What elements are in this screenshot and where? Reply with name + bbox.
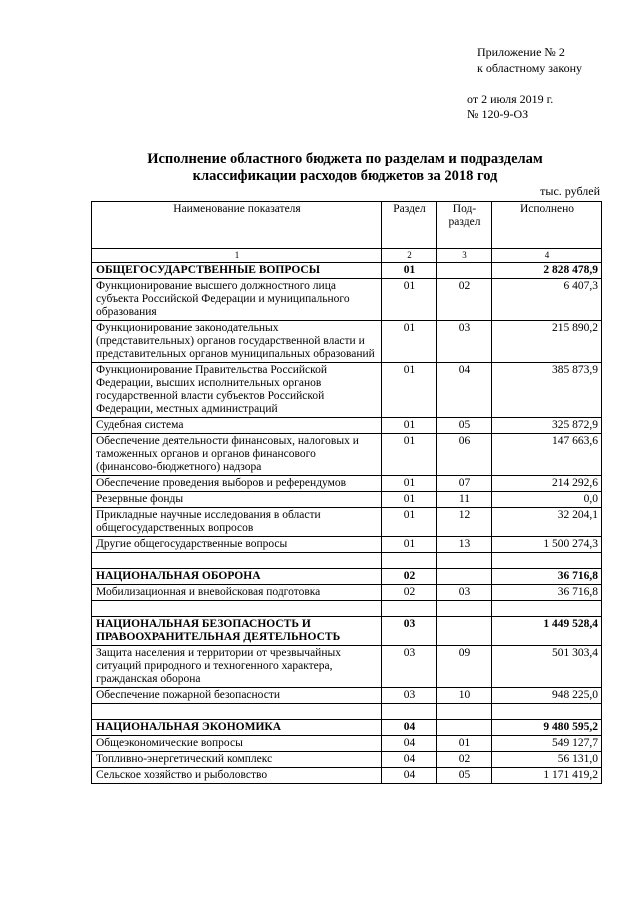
row-subsection-code: 06 xyxy=(437,434,492,476)
table-row xyxy=(92,476,602,492)
row-subsection-code: 02 xyxy=(437,279,492,321)
row-executed-value: 948 225,0 xyxy=(492,688,602,704)
table-row xyxy=(92,279,602,321)
row-subsection-code: 02 xyxy=(437,752,492,768)
appendix-line-2: к областному закону xyxy=(477,61,583,75)
table-spacer-row xyxy=(92,704,602,720)
row-name: ОБЩЕГОСУДАРСТВЕННЫЕ ВОПРОСЫ xyxy=(92,263,382,279)
row-executed-value: 56 131,0 xyxy=(492,752,602,768)
table-spacer-row xyxy=(92,601,602,617)
row-subsection-code: 10 xyxy=(437,688,492,704)
header-section: Раздел xyxy=(382,202,437,249)
table-row xyxy=(92,363,602,418)
table-spacer-cell xyxy=(92,553,382,569)
row-subsection-code: 09 xyxy=(437,646,492,688)
appendix-line-1: Приложение № 2 xyxy=(477,45,565,59)
row-executed-value: 385 873,9 xyxy=(492,363,602,418)
table-row xyxy=(92,752,602,768)
row-subsection-code xyxy=(437,569,492,585)
column-number: 2 xyxy=(382,249,437,263)
row-subsection-code: 03 xyxy=(437,321,492,363)
row-subsection-code: 01 xyxy=(437,736,492,752)
row-name: Обеспечение деятельности финансовых, налоговых и таможенных органов и органов финансового (финансово-бюджетного) надзора xyxy=(92,434,382,476)
row-executed-value: 2 828 478,9 xyxy=(492,263,602,279)
table-spacer-cell xyxy=(382,553,437,569)
row-subsection-code: 11 xyxy=(437,492,492,508)
law-approval xyxy=(467,92,553,122)
row-name: Мобилизационная и вневойсковая подготовка xyxy=(92,585,382,601)
row-executed-value: 36 716,8 xyxy=(492,585,602,601)
header-subsection: Под-раздел xyxy=(437,202,492,249)
row-section-code: 01 xyxy=(382,492,437,508)
row-executed-value: 9 480 595,2 xyxy=(492,720,602,736)
column-number: 3 xyxy=(437,249,492,263)
row-subsection-code: 12 xyxy=(437,508,492,537)
row-name: Другие общегосударственные вопросы xyxy=(92,537,382,553)
table-row xyxy=(92,768,602,784)
row-section-code: 03 xyxy=(382,646,437,688)
row-executed-value: 6 407,3 xyxy=(492,279,602,321)
row-section-code: 01 xyxy=(382,508,437,537)
row-executed-value: 1 171 419,2 xyxy=(492,768,602,784)
units-label: тыс. рублей xyxy=(540,184,600,198)
row-executed-value: 36 716,8 xyxy=(492,569,602,585)
table-row xyxy=(92,321,602,363)
row-name: НАЦИОНАЛЬНАЯ ОБОРОНА xyxy=(92,569,382,585)
row-name: Топливно-энергетический комплекс xyxy=(92,752,382,768)
row-section-code: 04 xyxy=(382,752,437,768)
table-row xyxy=(92,585,602,601)
row-section-code: 01 xyxy=(382,279,437,321)
row-subsection-code xyxy=(437,617,492,646)
column-number: 1 xyxy=(92,249,382,263)
row-executed-value: 0,0 xyxy=(492,492,602,508)
table-row xyxy=(92,418,602,434)
row-section-code: 01 xyxy=(382,363,437,418)
column-number-row xyxy=(92,249,602,263)
row-section-code: 02 xyxy=(382,585,437,601)
title-line-1: Исполнение областного бюджета по разделам и подразделам xyxy=(147,151,543,167)
row-name: Защита населения и территории от чрезвычайных ситуаций природного и техногенного характера, гражданская оборона xyxy=(92,646,382,688)
row-executed-value: 549 127,7 xyxy=(492,736,602,752)
appendix-note xyxy=(477,44,582,76)
row-section-code: 04 xyxy=(382,720,437,736)
table-section-row xyxy=(92,617,602,646)
table-spacer-row xyxy=(92,553,602,569)
row-name: НАЦИОНАЛЬНАЯ БЕЗОПАСНОСТЬ И ПРАВООХРАНИТЕЛЬНАЯ ДЕЯТЕЛЬНОСТЬ xyxy=(92,617,382,646)
row-section-code: 01 xyxy=(382,537,437,553)
table-spacer-cell xyxy=(492,553,602,569)
table-spacer-cell xyxy=(382,601,437,617)
table-spacer-cell xyxy=(492,601,602,617)
row-executed-value: 32 204,1 xyxy=(492,508,602,537)
table-row xyxy=(92,688,602,704)
row-executed-value: 501 303,4 xyxy=(492,646,602,688)
law-date: от 2 июля 2019 г. xyxy=(467,92,554,106)
row-section-code: 01 xyxy=(382,418,437,434)
document-title xyxy=(90,151,600,185)
row-subsection-code: 13 xyxy=(437,537,492,553)
row-executed-value: 215 890,2 xyxy=(492,321,602,363)
row-section-code: 01 xyxy=(382,476,437,492)
row-section-code: 04 xyxy=(382,736,437,752)
row-subsection-code: 05 xyxy=(437,768,492,784)
row-name: Обеспечение проведения выборов и референдумов xyxy=(92,476,382,492)
table-spacer-cell xyxy=(382,704,437,720)
row-section-code: 03 xyxy=(382,688,437,704)
column-number: 4 xyxy=(492,249,602,263)
title-line-2: классификации расходов бюджетов за 2018 год xyxy=(192,168,498,184)
row-executed-value: 147 663,6 xyxy=(492,434,602,476)
row-subsection-code: 05 xyxy=(437,418,492,434)
table-row xyxy=(92,646,602,688)
row-executed-value: 1 449 528,4 xyxy=(492,617,602,646)
table-section-row xyxy=(92,263,602,279)
row-section-code: 04 xyxy=(382,768,437,784)
row-name: Функционирование законодательных (представительных) органов государственной власти и представительных органов муниципальных образований xyxy=(92,321,382,363)
row-name: Функционирование высшего должностного лица субъекта Российской Федерации и муниципального образования xyxy=(92,279,382,321)
row-name: Прикладные научные исследования в области общегосударственных вопросов xyxy=(92,508,382,537)
row-section-code: 01 xyxy=(382,434,437,476)
table-section-row xyxy=(92,720,602,736)
row-executed-value: 1 500 274,3 xyxy=(492,537,602,553)
row-section-code: 02 xyxy=(382,569,437,585)
row-section-code: 01 xyxy=(382,263,437,279)
table-spacer-cell xyxy=(92,704,382,720)
row-executed-value: 214 292,6 xyxy=(492,476,602,492)
header-executed: Исполнено xyxy=(492,202,602,249)
budget-table xyxy=(91,201,602,784)
row-subsection-code xyxy=(437,720,492,736)
table-spacer-cell xyxy=(92,601,382,617)
table-spacer-cell xyxy=(437,704,492,720)
row-section-code: 03 xyxy=(382,617,437,646)
table-spacer-cell xyxy=(437,601,492,617)
row-name: Общеэкономические вопросы xyxy=(92,736,382,752)
header-name: Наименование показателя xyxy=(92,202,382,249)
row-name: НАЦИОНАЛЬНАЯ ЭКОНОМИКА xyxy=(92,720,382,736)
table-spacer-cell xyxy=(437,553,492,569)
row-executed-value: 325 872,9 xyxy=(492,418,602,434)
row-name: Судебная система xyxy=(92,418,382,434)
row-subsection-code: 03 xyxy=(437,585,492,601)
row-name: Сельское хозяйство и рыболовство xyxy=(92,768,382,784)
row-name: Резервные фонды xyxy=(92,492,382,508)
table-section-row xyxy=(92,569,602,585)
table-spacer-cell xyxy=(492,704,602,720)
row-subsection-code xyxy=(437,263,492,279)
table-row xyxy=(92,434,602,476)
row-subsection-code: 07 xyxy=(437,476,492,492)
table-row xyxy=(92,492,602,508)
table-row xyxy=(92,736,602,752)
law-number: № 120-9-ОЗ xyxy=(467,107,529,121)
table-row xyxy=(92,508,602,537)
row-subsection-code: 04 xyxy=(437,363,492,418)
row-section-code: 01 xyxy=(382,321,437,363)
table-row xyxy=(92,537,602,553)
row-name: Обеспечение пожарной безопасности xyxy=(92,688,382,704)
table-header-row xyxy=(92,202,602,249)
row-name: Функционирование Правительства Российской Федерации, высших исполнительных органов государственной власти субъектов Российской Федерации, местных администраций xyxy=(92,363,382,418)
